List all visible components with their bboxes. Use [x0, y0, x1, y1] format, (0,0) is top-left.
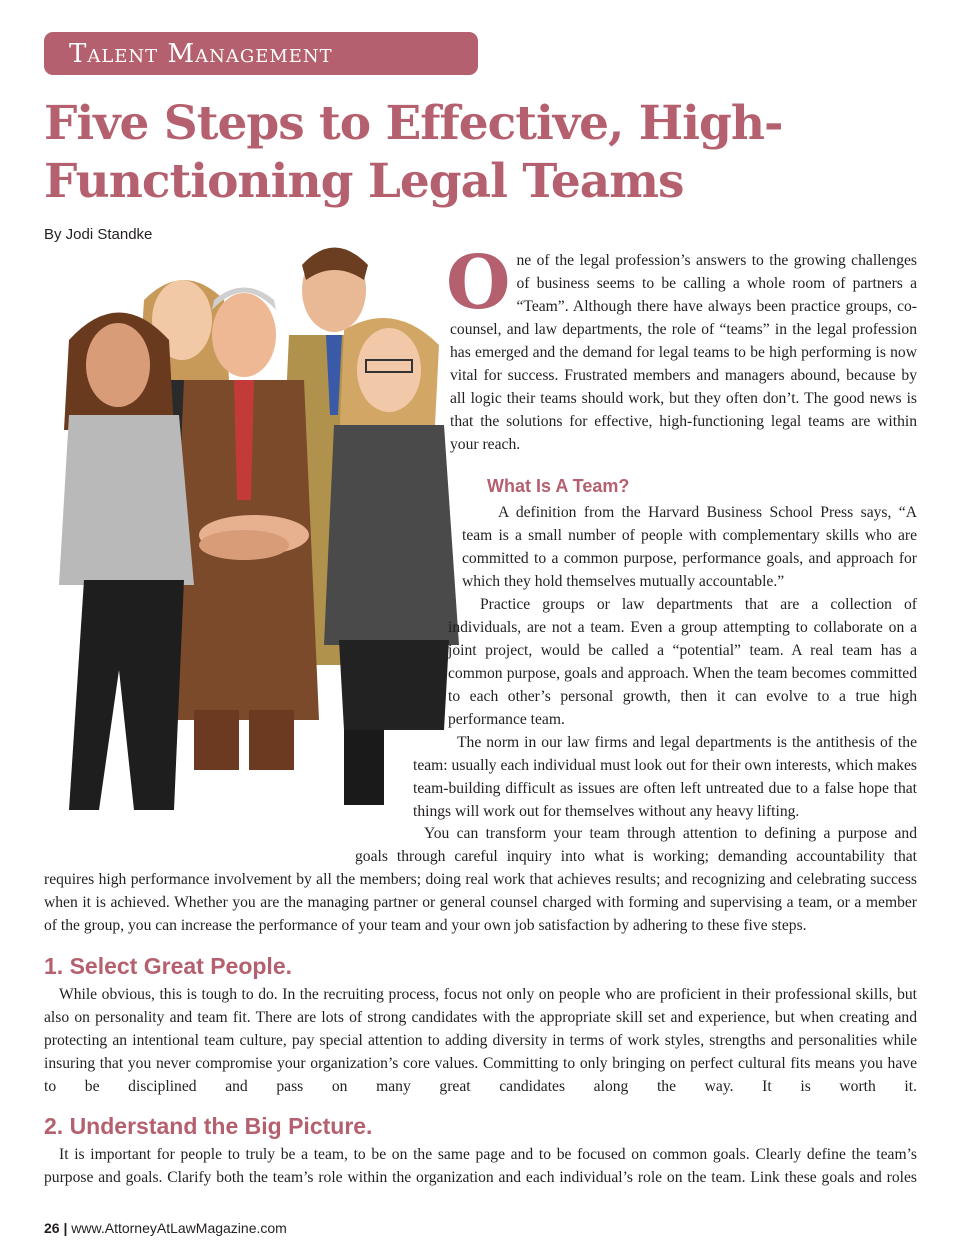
- intro-paragraph: [446, 240, 917, 456]
- footer-separator: |: [63, 1220, 68, 1236]
- transform-paragraph-line2: goals through careful inquiry into what is working; demanding accountability that: [355, 848, 917, 865]
- footer-url: www.AttorneyAtLawMagazine.com: [71, 1220, 287, 1236]
- dropcap: O: [446, 240, 511, 326]
- definition-paragraph: A definition from the Harvard Business School Press says, “A team is a small number of people with complementary skills who are committed to a common purpose, performance goals, and approach for which they hold themselves mutually accountable.”: [462, 504, 917, 590]
- page-footer: [44, 1220, 287, 1236]
- heading-step-2: 2. Understand the Big Picture.: [44, 1113, 373, 1139]
- step-2-paragraph: It is important for people to truly be a team, to be on the same page and to be focused on common goals. Clearly define the team’s purpose and goals. Clarify both the team’s role within the organization and each individual’s role on the team. Link these goals and roles: [44, 1146, 917, 1186]
- step-1-paragraph: While obvious, this is tough to do. In the recruiting process, focus not only on people who are proficient in their professional skills, but also on personality and team fit. There are lots of strong candidates with the appropriate skill set and experience, but when creating and protecting an intentional team culture, pay special attention to adding diversity in terms of work styles, strengths and personalities while insuring that you never compromise your organization’s core values. Committing to only bringing on perfect cultural fits means you have to be disciplined and pass on many great candidates along the way. It is worth it.: [44, 986, 917, 1095]
- practice-groups-paragraph: Practice groups or law departments that are a collection of individuals, are not a team. Even a group attempting to collaborate on a joint project, would be called a “potential” team. A real team has a common purpose, goals and approach. When the team becomes committed to each other’s personal growth, then it can evolve to a true high performance team.: [448, 596, 917, 728]
- section-banner: [44, 32, 478, 75]
- article-title: Five Steps to Effective, High- Functioning Legal Teams: [44, 96, 783, 209]
- page-number: 26: [44, 1220, 60, 1236]
- norm-paragraph: The norm in our law firms and legal departments is the antithesis of the team: usually each individual must look out for their own interests, which makes team-building difficult as issues are often left untreated due to a false hope that things will work out for themselves without any heavy lifting.: [413, 734, 917, 820]
- team-photo: [44, 240, 464, 825]
- transform-paragraph-line1: You can transform your team through attention to defining a purpose and: [424, 825, 917, 842]
- transform-paragraph-rest: requires high performance involvement by all the members; doing real work that achieves results; and recognizing and celebrating success when it is achieved. Whether you are the managing partner or general counsel charged with forming and supervising a team, or a member of the group, you can increase the performance of your team and your own job satisfaction by adhering to these five steps.: [44, 871, 917, 934]
- section-label: Talent Management: [69, 39, 333, 69]
- byline: By Jodi Standke: [44, 226, 153, 243]
- heading-what-is-a-team: What Is A Team?: [487, 476, 630, 496]
- heading-step-1: 1. Select Great People.: [44, 953, 293, 979]
- intro-text: ne of the legal profession’s answers to the growing challenges of business seems to be calling a whole room of partners a “Team”. Although there have always been practice groups, co-counsel, and law departments, the role of “teams” in the legal profession has emerged and the demand for legal teams to be high performing is now vital for success. Frustrated members and managers abound, because by all logic their teams should work, but they often don’t. The good news is that the solutions for effective, high-functioning legal teams are within your reach.: [450, 252, 917, 453]
